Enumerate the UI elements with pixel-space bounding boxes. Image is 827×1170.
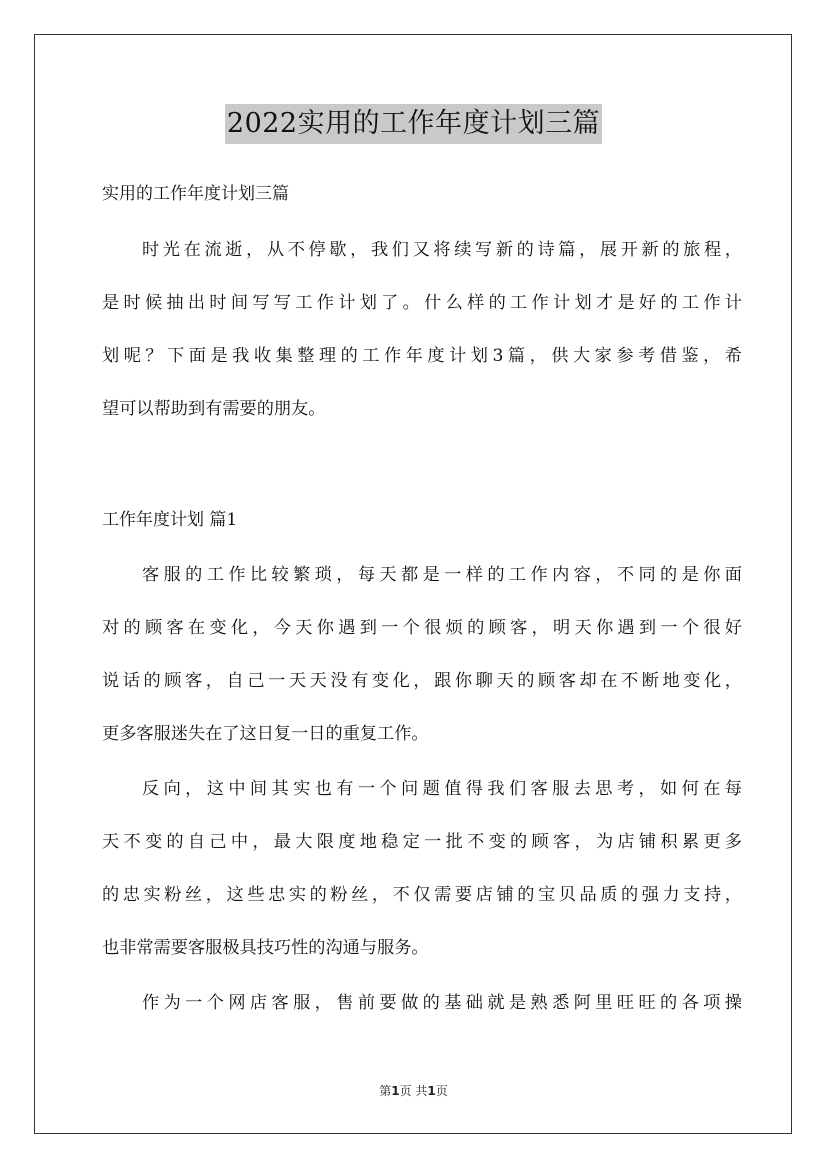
para2-line-2: 天不变的自己中，最大限度地稳定一批不变的顾客，为店铺积累更多 (102, 832, 742, 852)
document-subtitle: 实用的工作年度计划三篇 (102, 184, 289, 204)
intro-line-2: 是时候抽出时间写写工作计划了。什么样的工作计划才是好的工作计 (102, 293, 742, 313)
intro-line-3: 划呢？下面是我收集整理的工作年度计划3篇，供大家参考借鉴，希 (102, 346, 742, 366)
footer-page-prefix: 第 (379, 1084, 392, 1098)
section-heading: 工作年度计划 篇1 (102, 510, 238, 530)
footer-page-total: 1 (427, 1084, 436, 1098)
footer-page-mid: 页 共 (399, 1084, 428, 1098)
para1-line-1: 客服的工作比较繁琐，每天都是一样的工作内容，不同的是你面 (142, 565, 742, 585)
para1-line-2: 对的顾客在变化，今天你遇到一个很烦的顾客，明天你遇到一个很好 (102, 618, 742, 638)
title-wrap (0, 104, 827, 144)
para2-line-4: 也非常需要客服极具技巧性的沟通与服务。 (102, 938, 429, 958)
page-footer (0, 1082, 827, 1100)
para2-line-3: 的忠实粉丝，这些忠实的粉丝，不仅需要店铺的宝贝品质的强力支持， (102, 885, 742, 905)
intro-line-1: 时光在流逝，从不停歇，我们又将续写新的诗篇，展开新的旅程， (142, 240, 742, 260)
footer-page-current: 1 (391, 1084, 400, 1098)
intro-line-4: 望可以帮助到有需要的朋友。 (102, 399, 326, 419)
para2-line-1: 反向，这中间其实也有一个问题值得我们客服去思考，如何在每 (142, 779, 742, 799)
para1-line-3: 说话的顾客，自己一天天没有变化，跟你聊天的顾客却在不断地变化， (102, 671, 742, 691)
footer-page-suffix: 页 (435, 1084, 448, 1098)
para3-line-1: 作为一个网店客服，售前要做的基础就是熟悉阿里旺旺的各项操 (142, 993, 742, 1013)
document-title: 2022实用的工作年度计划三篇 (225, 104, 602, 144)
para1-line-4: 更多客服迷失在了这日复一日的重复工作。 (102, 724, 429, 744)
